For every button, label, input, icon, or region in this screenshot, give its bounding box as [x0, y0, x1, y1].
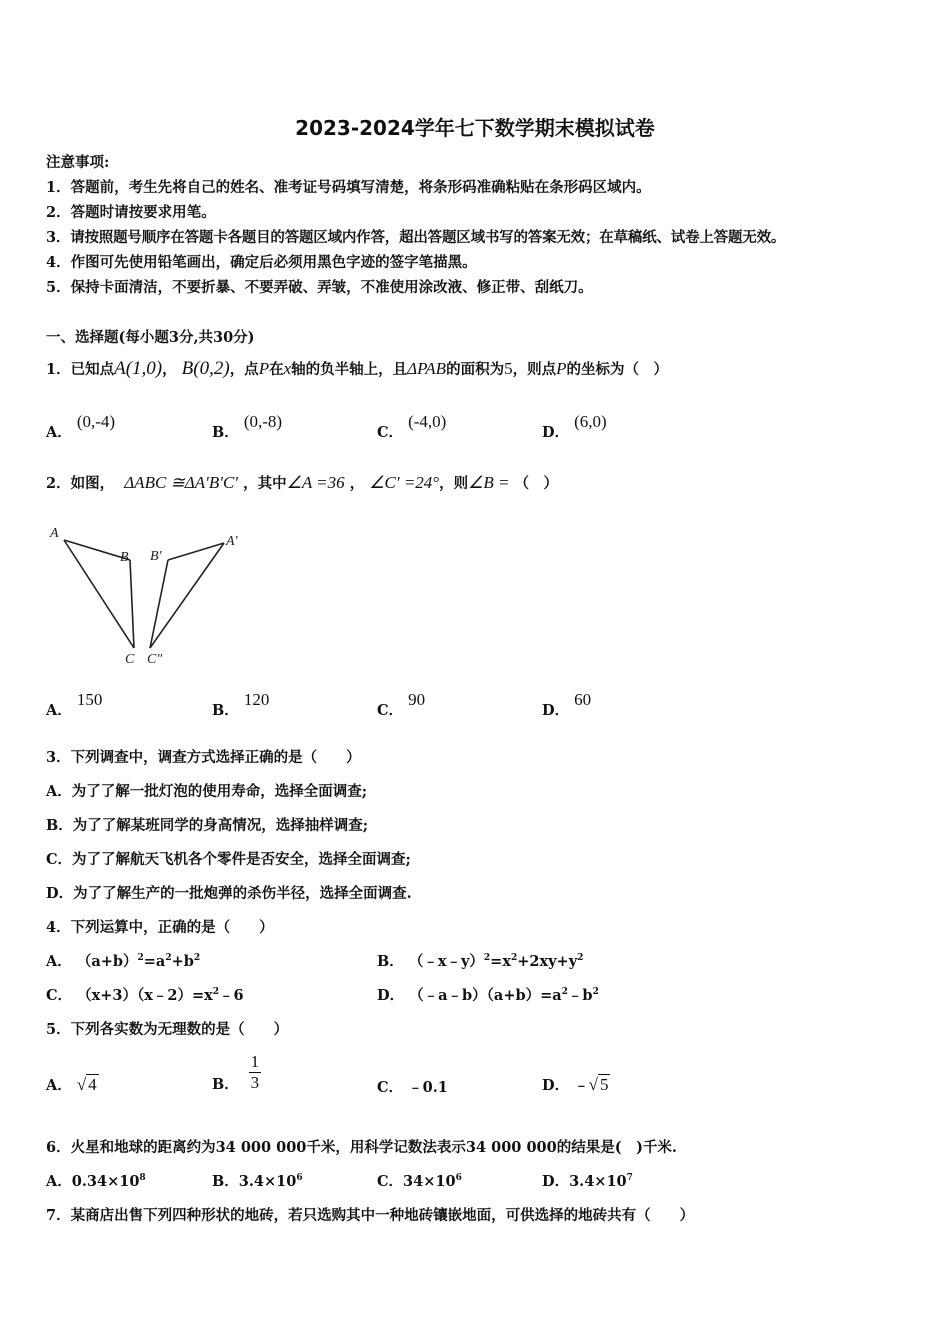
q1-x: x: [283, 359, 292, 378]
q6-option-b: [212, 1170, 303, 1191]
label-b-prime: B′: [150, 549, 162, 564]
q5-option-b-label: B．: [212, 1076, 239, 1093]
q2-option-b: [212, 690, 269, 720]
q3-option-c: C．为了了解航天飞机各个零件是否安全，选择全面调查;: [46, 851, 411, 868]
q4-d-sup2: 2: [592, 987, 599, 998]
q4-b-sup2: 2: [510, 953, 518, 964]
triangle-figure: [44, 520, 254, 670]
q6-c-exp: 6: [455, 1173, 462, 1184]
fraction-one-third: [249, 1052, 261, 1093]
label-c: C: [125, 652, 135, 667]
q1-five: 5: [504, 359, 513, 378]
q4-option-b: [377, 950, 583, 971]
q4-b-part3: +2xy+y: [517, 953, 578, 970]
q2-num: 2．如图，: [46, 475, 115, 492]
q1-text-1: ，点: [229, 361, 259, 378]
q1-option-c-label: C．: [377, 424, 404, 441]
label-c-prime: C″: [147, 652, 163, 667]
q5-option-d-label: D．: [542, 1077, 570, 1094]
q2-angle-c: ∠C′ =24°: [369, 473, 440, 492]
q1-text-4: 的面积为: [446, 361, 505, 378]
q5-option-c: [377, 1076, 448, 1097]
notice-item-3: 3．请按照题号顺序在答题卡各题目的答题区域内作答，超出答题区域书写的答案无效；在草稿纸、试卷上答题无效。: [46, 229, 786, 246]
q4-a-sup2: 2: [165, 953, 172, 964]
q4-b-sup1: 2: [483, 953, 491, 964]
sqrt-5: √ 5: [588, 1075, 609, 1094]
q1-option-d-label: D．: [542, 424, 570, 441]
section-heading: 一、选择题(每小题3分,共30分): [46, 329, 255, 346]
q4-d-part2: ﹣b: [567, 987, 593, 1004]
question-7-stem: 7．某商店出售下列四种形状的地砖，若只选购其中一种地砖镶嵌地面，可供选择的地砖共有（ ）: [46, 1207, 695, 1224]
q4-option-a: [46, 950, 200, 971]
q5-option-c-label: C．: [377, 1079, 404, 1096]
q1-option-c: [377, 412, 446, 442]
notice-heading: 注意事项:: [46, 154, 110, 171]
q4-a-part2: =a: [143, 953, 166, 970]
q6-option-d-label: D．: [542, 1173, 570, 1190]
q1-num: 1．已知点: [46, 361, 115, 378]
q2-text-3: （ ）: [514, 475, 559, 492]
q2-sep: ，: [349, 475, 365, 492]
q6-d-base: 3.4×10: [569, 1173, 627, 1190]
q5-option-b: [212, 1052, 261, 1094]
notice-item-1: 1．答题前，考生先将自己的姓名、准考证号码填写清楚，将条形码准确粘贴在条形码区域内。: [46, 179, 651, 196]
q1-option-a: [46, 412, 115, 442]
q5-b-numerator: 1: [250, 1052, 260, 1071]
question-5-stem: 5．下列各实数为无理数的是（ ）: [46, 1021, 289, 1038]
q4-option-b-label: B．: [377, 953, 404, 970]
q2-option-d-value: 60: [574, 690, 592, 709]
q2-option-a-value: 150: [76, 690, 103, 709]
q6-option-c-label: C．: [377, 1173, 404, 1190]
q1-triangle: ΔPAB: [407, 359, 447, 378]
question-6-stem: 6．火星和地球的距离约为34 000 000千米，用科学记数法表示34 000 000的结果是( )千米.: [46, 1139, 677, 1156]
q2-option-a: [46, 690, 102, 720]
q4-a-sup1: 2: [137, 953, 144, 964]
q1-option-a-value: (0,-4): [76, 412, 116, 431]
notice-block: [46, 150, 785, 300]
q3-option-a: A．为了了解一批灯泡的使用寿命，选择全面调查;: [46, 783, 368, 800]
question-4-stem: 4．下列运算中，正确的是（ ）: [46, 919, 274, 936]
q1-option-c-value: (-4,0): [408, 412, 447, 431]
notice-item-5: 5．保持卡面清洁，不要折暴、不要弄破、弄皱，不准使用涂改液、修正带、刮纸刀。: [46, 279, 593, 296]
q4-a-part3: +b: [171, 953, 194, 970]
sqrt-4: √ 4: [76, 1075, 97, 1094]
q3-option-b: B．为了了解某班同学的身高情况，选择抽样调查;: [46, 817, 369, 834]
q4-option-d-label: D．: [377, 987, 405, 1004]
q1-option-b-value: (0,-8): [243, 412, 283, 431]
q4-b-sup3: 2: [577, 953, 584, 964]
question-2-stem: [46, 472, 558, 493]
q5-option-d: [542, 1074, 610, 1095]
q6-b-exp: 6: [296, 1173, 303, 1184]
q6-option-b-label: B．: [212, 1173, 239, 1190]
q4-option-a-label: A．: [46, 953, 72, 970]
q6-option-c: [377, 1170, 462, 1191]
q6-b-base: 3.4×10: [238, 1173, 297, 1190]
q3-option-d: D．为了了解生产的一批炮弹的杀伤半径，选择全面调查.: [46, 885, 412, 902]
q6-option-a-label: A．: [46, 1173, 72, 1190]
q2-option-d-label: D．: [542, 702, 570, 719]
q4-d-part1: （﹣a﹣b）（a+b）=a: [409, 987, 562, 1004]
q2-option-a-label: A．: [46, 702, 72, 719]
q2-option-c-label: C．: [377, 702, 404, 719]
question-1-stem: [46, 358, 668, 380]
q5-b-denominator: 3: [250, 1073, 260, 1092]
q1-p: P: [258, 359, 270, 378]
q6-option-d: [542, 1170, 633, 1191]
q1-point-a: A(1,0): [114, 358, 163, 379]
q5-d-radicand: 5: [599, 1075, 609, 1094]
q4-a-part1: （a+b）: [76, 953, 138, 970]
q2-option-b-label: B．: [212, 702, 239, 719]
q2-congruence: ΔABC ≅ΔA′B′C′: [124, 473, 239, 492]
q4-b-part1: （﹣x﹣y）: [408, 953, 484, 970]
q1-p2: P: [556, 359, 567, 378]
q2-option-c-value: 90: [408, 690, 426, 709]
notice-item-4: 4．作图可先使用铅笔画出，确定后必须用黑色字迹的签字笔描黑。: [46, 254, 477, 271]
q2-text-1: ，其中: [243, 475, 287, 492]
notice-item-2: 2．答题时请按要求用笔。: [46, 204, 216, 221]
q4-a-sup3: 2: [193, 953, 201, 964]
q2-option-d: [542, 690, 591, 720]
q1-text-6: 的坐标为（ ）: [566, 361, 668, 378]
q1-point-b: B(0,2): [181, 358, 230, 379]
q1-text-2: 在: [269, 361, 284, 378]
q2-option-b-value: 120: [243, 690, 270, 709]
q5-c-value: ﹣0.1: [408, 1079, 448, 1096]
q4-d-sup1: 2: [561, 987, 568, 998]
question-3-stem: 3．下列调查中，调查方式选择正确的是（ ）: [46, 749, 361, 766]
q4-c-sup1: 2: [212, 987, 220, 998]
q1-option-d-value: (6,0): [574, 412, 607, 431]
q2-text-2: ，则: [439, 475, 469, 492]
q4-option-c: [46, 984, 244, 1005]
q1-sep: ，: [162, 361, 177, 378]
q6-a-exp: 8: [139, 1173, 146, 1184]
q1-option-b-label: B．: [212, 424, 239, 441]
q6-d-exp: 7: [626, 1173, 633, 1184]
q4-c-part2: ﹣6: [219, 987, 244, 1004]
q1-option-d: [542, 412, 607, 442]
q2-angle-b: ∠B =: [468, 473, 510, 492]
label-a-prime: A′: [226, 534, 238, 549]
q4-option-d: [377, 984, 599, 1005]
q6-option-a: [46, 1170, 146, 1191]
q2-angle-a: ∠A =36: [286, 473, 345, 492]
q1-text-5: ，则点: [512, 361, 557, 378]
q5-option-a-label: A．: [46, 1077, 72, 1094]
q1-option-a-label: A．: [46, 424, 72, 441]
label-b: B: [120, 550, 129, 565]
q6-a-base: 0.34×10: [71, 1173, 140, 1190]
q6-c-base: 34×10: [403, 1173, 456, 1190]
q1-option-b: [212, 412, 282, 442]
label-a: A: [50, 526, 59, 541]
q5-d-minus: ﹣: [574, 1077, 589, 1094]
q5-option-a: [46, 1074, 99, 1095]
q4-b-part2: =x: [490, 953, 511, 970]
q2-option-c: [377, 690, 425, 720]
page-title: 2023-2024学年七下数学期末模拟试卷: [295, 116, 655, 140]
q4-option-c-label: C．: [46, 987, 73, 1004]
q5-a-radicand: 4: [88, 1075, 97, 1094]
q1-text-3: 轴的负半轴上，且: [291, 361, 408, 378]
q4-c-part1: （x+3）（x﹣2）=x: [77, 987, 213, 1004]
